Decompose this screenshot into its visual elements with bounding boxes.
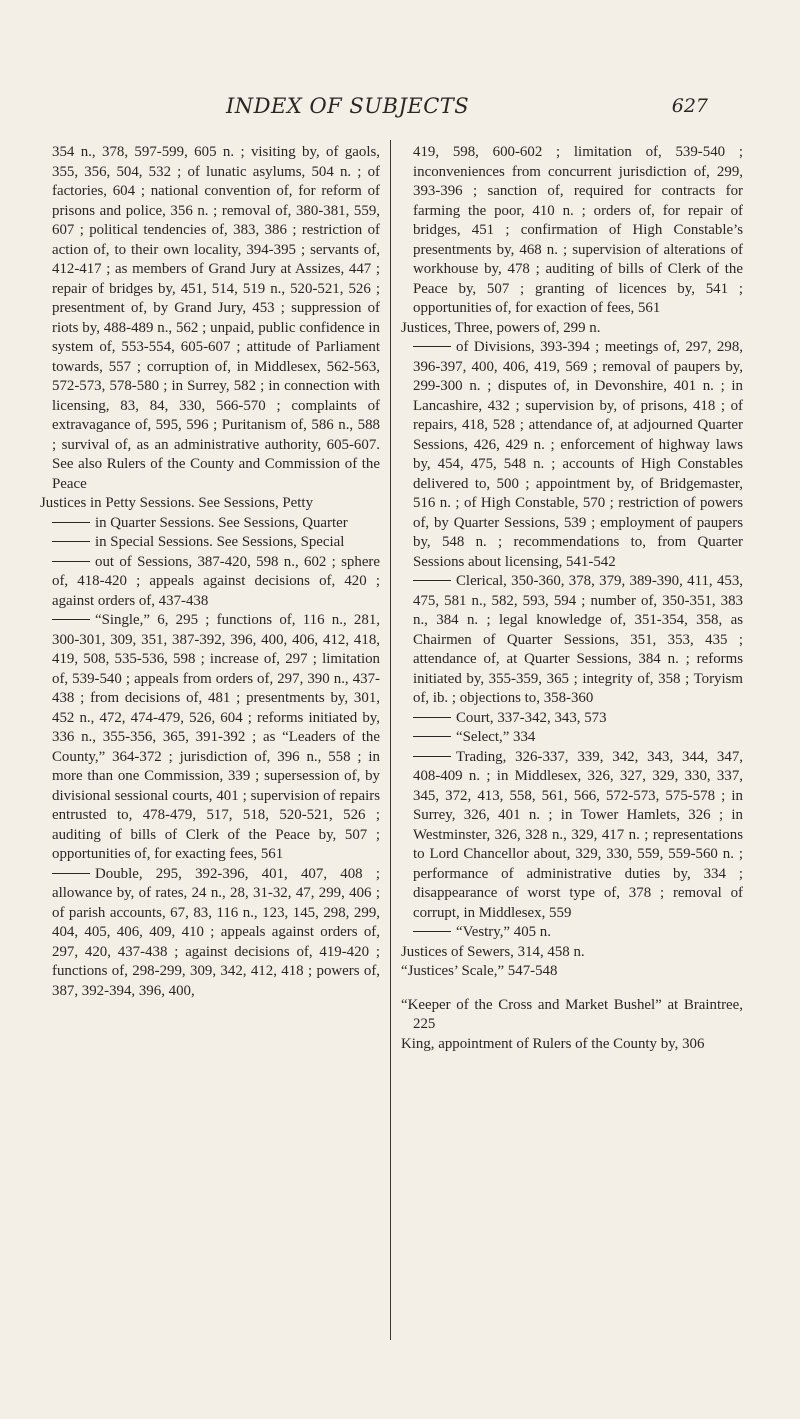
ditto-dash [52, 873, 90, 874]
entry-text: Justices of Sewers, 314, 458 n. [401, 943, 585, 960]
index-subentry [401, 923, 743, 943]
index-entry [401, 996, 743, 1035]
ditto-dash [52, 522, 90, 523]
right-column [401, 143, 743, 1054]
index-entry-continued [401, 143, 743, 319]
ditto-dash [413, 717, 451, 718]
entry-text: King, appointment of Rulers of the County by, 306 [401, 1035, 705, 1052]
entry-text: out of Sessions, 387-420, 598 n., 602 ; sphere of, 418-420 ; appeals against decisions of, 420 ; against orders of, 437-438 [52, 553, 380, 609]
index-entry [40, 494, 380, 514]
ditto-dash [413, 756, 451, 757]
index-subentry [401, 338, 743, 572]
ditto-dash [52, 541, 90, 542]
entry-text: “Keeper of the Cross and Market Bushel” at Braintree, 225 [401, 996, 743, 1032]
entry-text: Trading, 326-337, 339, 342, 343, 344, 347, 408-409 n. ; in Middlesex, 326, 327, 329, 330, 337, 345, 372, 413, 558, 561, 566, 572-573, 575-578 ; in Surrey, 326, 401 n. ; in Tower Hamlets, 326 ; in Westminster, 326, 328 n., 329, 417 n. ; representations to Lord Chancellor about, 329, 330, 559, 559-560 n. ; performance of administrative duties by, 334 ; disappearance of worst type of, 378 ; removal of corrupt, in Middlesex, 559 [413, 748, 743, 921]
page-title: INDEX OF SUBJECTS [226, 94, 470, 118]
index-entry-continued [40, 143, 380, 494]
ditto-dash [413, 580, 451, 581]
ditto-dash [413, 346, 451, 347]
entry-text: Justices, Three, powers of, 299 n. [401, 319, 601, 336]
index-subentry [401, 728, 743, 748]
entry-text: Double, 295, 392-396, 401, 407, 408 ; allowance by, of rates, 24 n., 28, 31-32, 47, 299, 406 ; of parish accounts, 67, 83, 116 n., 123, 145, 298, 299, 404, 405, 406, 409, 410 ; appeals against orders of, 297, 420, 437-438 ; against decisions of, 419-420 ; functions of, 298-299, 309, 342, 412, 418 ; powers of, 387, 392-394, 396, 400, [52, 865, 380, 999]
entry-text: Justices in Petty Sessions. See Sessions, Petty [40, 495, 314, 511]
entry-text: Clerical, 350-360, 378, 379, 389-390, 411, 453, 475, 581 n., 582, 593, 594 ; number of, 350-351, 383 n., 384 n. ; legal knowledge of, 351-354, 358, as Chairmen of Quarter Sessions, 351, 353, 435 ; attendance of, at Quarter Sessions, 384 n. ; reforms initiated by, 355-359, 365 ; integrity of, 358 ; Toryism of, ib. ; objections to, 358-360 [413, 573, 743, 706]
entry-text: in Quarter Sessions. See Sessions, Quarter [95, 514, 348, 531]
index-entry [401, 319, 743, 339]
index-entry [401, 1035, 743, 1055]
entry-text: in Special Sessions. See Sessions, Special [95, 534, 345, 550]
ditto-dash [52, 561, 90, 562]
ditto-dash [52, 619, 90, 620]
index-entry [401, 962, 743, 982]
entry-text: “Justices’ Scale,” 547-548 [401, 963, 558, 979]
entry-text: of Divisions, 393-394 ; meetings of, 297, 298, 396-397, 400, 406, 419, 569 ; removal of paupers by, 299-300 n. ; disputes of, in Devonshire, 401 n. ; in Lancashire, 432 ; supervision by, of prisons, 418 ; of repairs, 418, 528 ; attendance of, at adjourned Quarter Sessions, 426, 429 n. ; enforcement of highway laws by, 454, 475, 548 n. ; accounts of High Constables delivered to, 500 ; appointment by, of Bridgemaster, 516 n. ; of High Constable, 570 ; restriction of powers of, by Quarter Sessions, 539 ; employment of paupers by, 548 n. ; recommendations to, from Quarter Sessions about licensing, 541-542 [413, 339, 743, 570]
entry-gap [401, 982, 743, 996]
index-subentry [40, 611, 380, 865]
index-subentry [40, 865, 380, 1002]
index-subentry [401, 748, 743, 924]
index-entry [401, 943, 743, 963]
left-column [40, 143, 380, 1001]
entry-text: “Vestry,” 405 n. [456, 924, 551, 940]
index-subentry [401, 709, 743, 729]
running-header [226, 94, 740, 124]
index-subentry [40, 533, 380, 553]
entry-text: “Select,” 334 [456, 729, 536, 745]
page-number: 627 [671, 95, 708, 117]
column-divider [390, 140, 391, 1340]
index-subentry [40, 553, 380, 612]
index-subentry [40, 514, 380, 534]
index-subentry [401, 572, 743, 709]
ditto-dash [413, 736, 451, 737]
entry-text: “Single,” 6, 295 ; functions of, 116 n., 281, 300-301, 309, 351, 387-392, 396, 400, 406, 412, 418, 419, 508, 535-536, 598 ; increase of, 297 ; limitation of, 539-540 ; appeals from orders of, 297, 390 n., 437-438 ; from decisions of, 481 ; presentments by, 301, 452 n., 472, 474-479, 526, 604 ; reforms initiated by, 336 n., 355-356, 365, 391-392 ; as “Leaders of the County,” 364-372 ; jurisdiction of, 396 n., 558 ; in more than one Commission, 339 ; supersession of, by divisional sessional courts, 401 ; supervision of repairs entrusted to, 478-479, 517, 518, 520-521, 526 ; auditing of bills of Clerk of the Peace by, 507 ; opportunities of, for exacting fees, 561 [52, 612, 380, 862]
ditto-dash [413, 931, 451, 932]
entry-text: 354 n., 378, 597-599, 605 n. ; visiting by, of gaols, 355, 356, 504, 532 ; of lunatic asylums, 504 n. ; of factories, 604 ; national convention of, for reform of prisons and police, 356 n. ; removal of, 380-381, 559, 607 ; political tendencies of, 383, 386 ; restriction of action of, to their own locality, 394-395 ; servants of, 412-417 ; as members of Grand Jury at Assizes, 447 ; repair of bridges by, 451, 514, 519 n., 520-521, 526 ; presentment of, by Grand Jury, 453 ; suppression of riots by, 488-489 n., 562 ; unpaid, public confidence in system of, 553-554, 605-607 ; attitude of Parliament towards, 557 ; corruption of, in Middlesex, 562-563, 572-573, 578-580 ; in Surrey, 582 ; in connection with licensing, 83, 84, 330, 566-570 ; complaints of extravagance of, 595, 596 ; Puritanism of, 586 n., 588 ; survival of, as an administrative authority, 605-607. See also Rulers of the County and Commission of the Peace [52, 144, 380, 492]
entry-text: 419, 598, 600-602 ; limitation of, 539-540 ; inconveniences from concurrent jurisdiction of, 299, 393-396 ; sanction of, required for contracts for farming the poor, 410 n. ; orders of, for repair of bridges, 451 ; confirmation of High Constable’s presentments by, 468 n. ; supervision of alterations of workhouse by, 478 ; auditing of bills of Clerk of the Peace by, 507 ; granting of licences by, 541 ; opportunities of, for exaction of fees, 561 [413, 144, 743, 316]
entry-text: Court, 337-342, 343, 573 [456, 709, 607, 726]
